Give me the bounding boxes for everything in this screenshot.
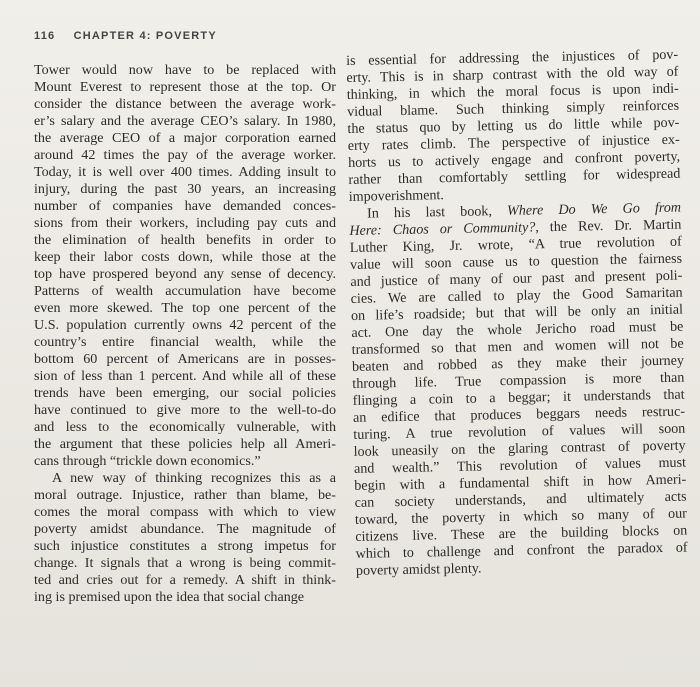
text-line: on life’s roadside; but that will be only an initial	[350, 301, 684, 324]
text-line: begin with a fundamental shift in how Ameri-	[354, 471, 687, 494]
text-line: er’s salary and the average CEO’s salary. In 1980,	[34, 113, 336, 129]
text-line: toward, the poverty in which so many of our	[354, 505, 688, 528]
book-title-italic: Here: Chaos or Community?	[349, 219, 536, 239]
text-line: horts us to actively engage and confront poverty,	[347, 148, 681, 171]
text-line: and justice of many of our past and present poli-	[350, 267, 683, 290]
text-line: trends have been emerging, our social policies	[34, 385, 336, 401]
text-segment: , the Rev. Dr. Martin	[535, 216, 682, 236]
text-line: around 42 times the pay of the average worker.	[34, 147, 336, 163]
text-line: comes the moral compass with which to view	[34, 504, 336, 520]
text-line: is essential for addressing the injustices of pov-	[346, 46, 679, 69]
text-line: U.S. population currently owns 42 percent of the	[34, 317, 336, 333]
text-line: consider the distance between the average work-	[34, 96, 336, 112]
text-line: Mount Everest to represent those at the top. Or	[34, 79, 336, 95]
text-line: an edifice that produces beggars needs restruc-	[352, 403, 686, 426]
text-line: through life. True compassion is more than	[352, 369, 685, 392]
text-line: can society understands, and ultimately acts	[354, 488, 687, 511]
text-line: bottom 60 percent of Americans are in posses-	[34, 351, 336, 367]
text-line: Patterns of wealth accumulation have become	[34, 283, 336, 299]
text-line: ing is premised upon the idea that social change	[34, 589, 305, 605]
text-line: change. It signals that a wrong is being commit-	[34, 555, 336, 571]
text-line: the argument that these policies help all Ameri-	[34, 436, 336, 452]
text-line: turing. A true revolution of values will soon	[353, 420, 686, 443]
text-line: such injustice constitutes a strong impetus for	[34, 538, 336, 554]
text-line: Tower would now have to be replaced with	[34, 62, 336, 78]
text-line: sions from their workers, including pay cuts and	[34, 215, 336, 231]
right-text-column	[346, 47, 688, 580]
text-line: moral outrage. Injustice, rather than blame, be-	[34, 487, 336, 503]
chapter-title: CHAPTER 4: POVERTY	[73, 30, 217, 42]
text-line: erty rates climb. The perspective of injustice ex-	[347, 131, 680, 154]
text-line: look uneasily on the glaring contrast of poverty	[353, 437, 686, 460]
text-line: and less to the economically vulnerable, with	[34, 419, 336, 435]
left-text-column	[34, 62, 336, 606]
text-line: Luther King, Jr. wrote, “A true revolution of	[349, 233, 682, 256]
text-line: the average CEO of a major corporation earned	[34, 130, 336, 146]
text-line: impoverishment.	[348, 187, 445, 205]
text-line: country’s entire financial wealth, while the	[34, 334, 336, 350]
text-line: act. One day the whole Jericho road must be	[351, 318, 684, 341]
text-line: Today, it is well over 400 times. Adding insult to	[34, 164, 336, 180]
text-line: cans through “trickle down economics.”	[34, 453, 261, 469]
text-line: keep their labor costs down, while those at the	[34, 249, 336, 265]
text-line: beaten and robbed as they make their journey	[351, 352, 685, 375]
text-line: ted and cries out for a remedy. A shift in think-	[34, 572, 336, 588]
text-line: erty. This is in sharp contrast with the old way of	[346, 63, 679, 86]
text-line: citizens live. These are the building blocks on	[355, 522, 688, 545]
text-line: injury, during the past 30 years, an increasing	[34, 181, 336, 197]
text-line: sion of less than 1 percent. And while all of these	[34, 368, 336, 384]
text-segment: In his last book,	[366, 202, 508, 222]
book-title-italic: Where Do We Go from	[506, 199, 682, 219]
text-line: transformed so that men and women will not be	[351, 335, 684, 358]
text-line: and wealth.” This revolution of values must	[353, 454, 687, 477]
text-line: thinking, in which the moral focus is upon indi-	[346, 80, 679, 103]
text-line: top have prospered beyond any sense of decency.	[34, 266, 336, 282]
text-line: number of companies have demanded conces-	[34, 198, 336, 214]
text-line: rather than comfortably settling for widespread	[348, 165, 681, 188]
text-line: flinging a coin to a beggar; it understands that	[352, 386, 685, 409]
text-line: poverty amidst abundance. The magnitude of	[34, 521, 336, 537]
text-line: which to challenge and confront the paradox of	[355, 539, 688, 562]
text-line: poverty amidst plenty.	[355, 560, 482, 579]
text-line: vidual blame. Such thinking simply reinforces	[346, 97, 680, 120]
running-header	[34, 30, 217, 42]
text-line: even more skewed. The top one percent of the	[34, 300, 336, 316]
text-line: value will soon cause us to question the fairness	[349, 250, 683, 273]
text-line: the elimination of health benefits in order to	[34, 232, 336, 248]
text-line: the status quo by letting us do little while pov-	[347, 114, 680, 137]
page-number: 116	[34, 30, 56, 42]
text-line: cies. We are called to play the Good Samaritan	[350, 284, 683, 307]
text-line: have continued to give more to the well-to-do	[34, 402, 336, 418]
text-line: A new way of thinking recognizes this as a	[52, 470, 336, 486]
